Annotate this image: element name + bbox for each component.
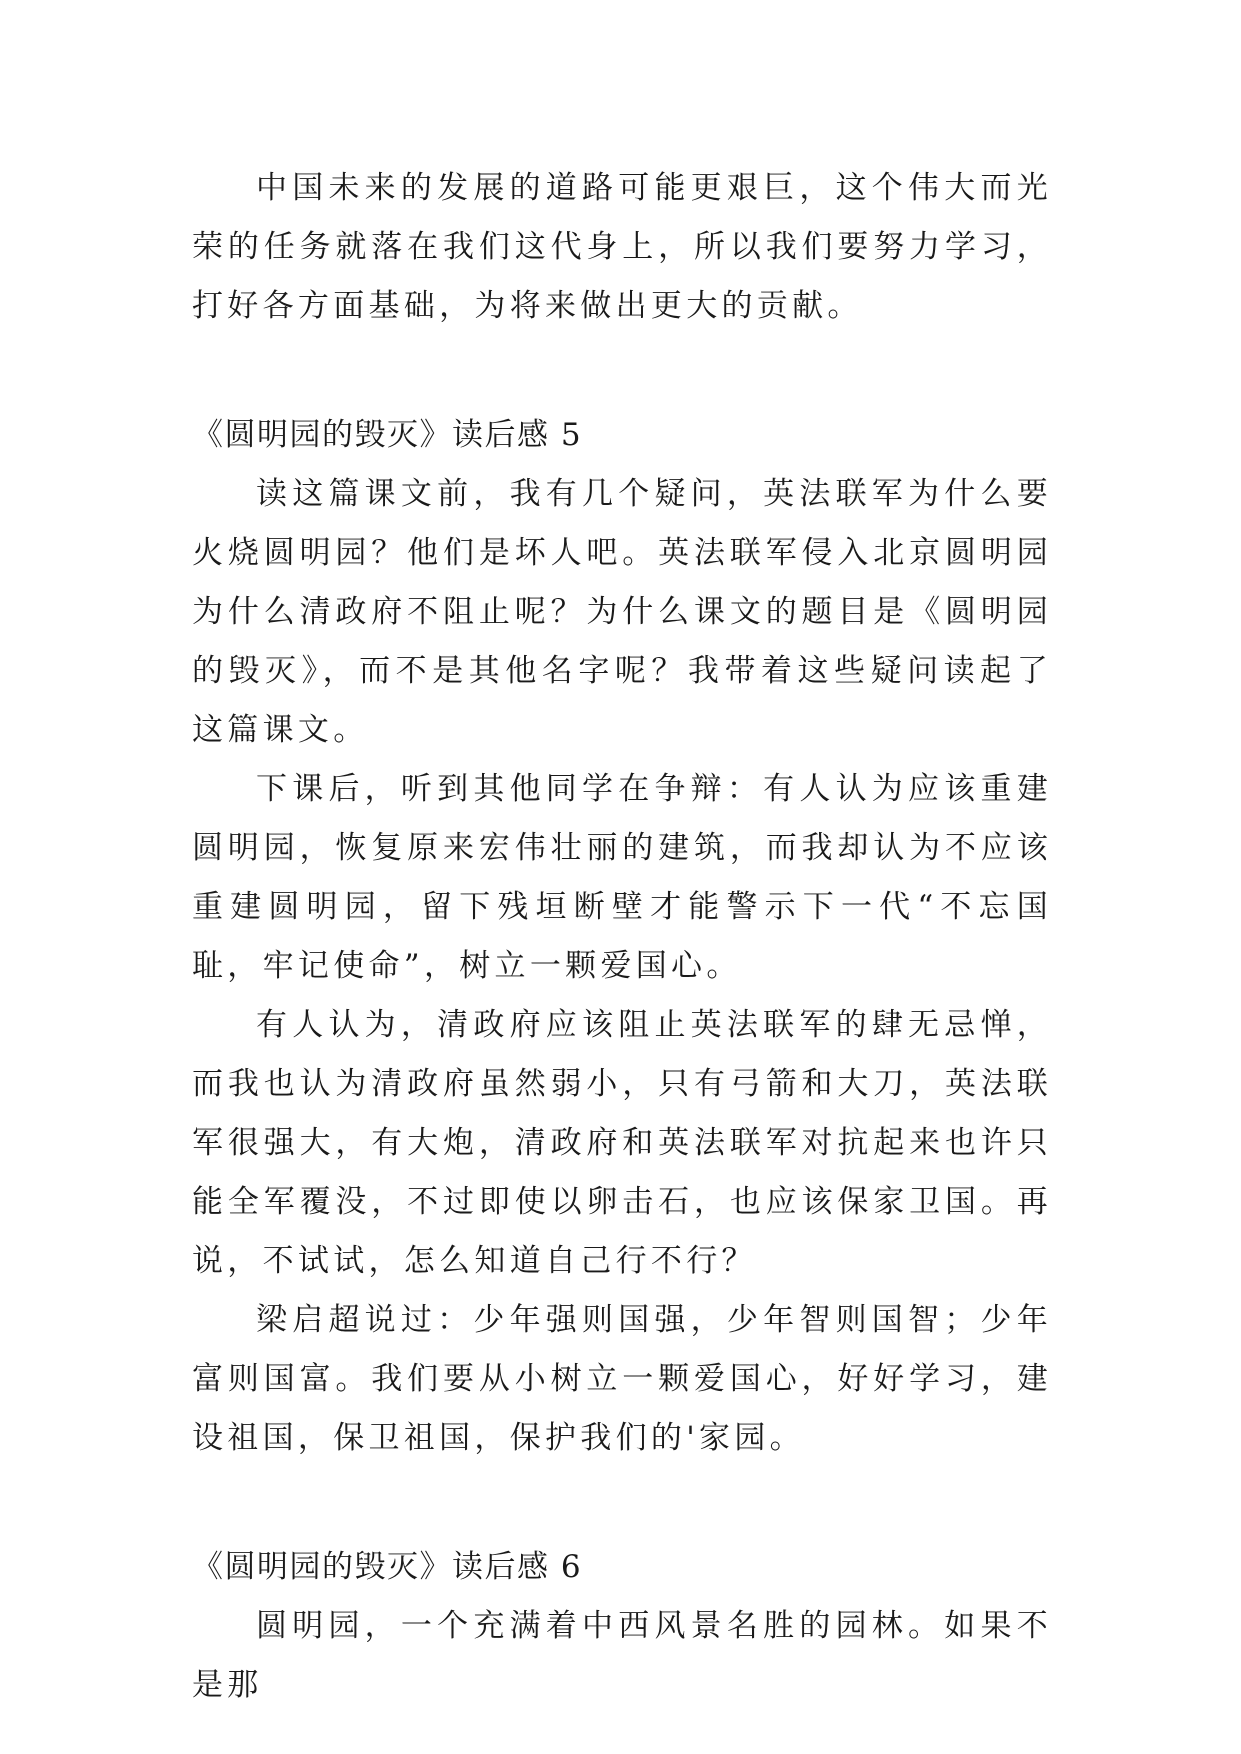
section-heading-5: 《圆明园的毁灭》读后感 5 xyxy=(192,417,583,453)
document-body xyxy=(192,160,1052,1715)
paragraph: 读这篇课文前，我有几个疑问，英法联军为什么要火烧圆明园？他们是坏人吧。英法联军侵入北京圆明园为什么清政府不阻止呢？为什么课文的题目是《圆明园的毁灭》，而不是其他名字呢？我带着这些疑问读起了这篇课文。 xyxy=(192,476,1052,748)
section-spacer xyxy=(192,336,1052,406)
paragraph: 有人认为，清政府应该阻止英法联军的肆无忌惮，而我也认为清政府虽然弱小，只有弓箭和大刀，英法联军很强大，有大炮，清政府和英法联军对抗起来也许只能全军覆没，不过即使以卵击石，也应该保家卫国。再说，不试试，怎么知道自己行不行？ xyxy=(192,1007,1052,1279)
paragraph-conclusion: 中国未来的发展的道路可能更艰巨，这个伟大而光荣的任务就落在我们这代身上，所以我们要努力学习，打好各方面基础，为将来做出更大的贡献。 xyxy=(192,170,1052,324)
paragraph: 下课后，听到其他同学在争辩：有人认为应该重建圆明园，恢复原来宏伟壮丽的建筑，而我却认为不应该重建圆明园，留下残垣断壁才能警示下一代“不忘国耻，牢记使命”，树立一颗爱国心。 xyxy=(192,771,1052,984)
section-spacer xyxy=(192,1468,1052,1538)
paragraph: 梁启超说过：少年强则国强，少年智则国智；少年富则国富。我们要从小树立一颗爱国心，好好学习，建设祖国，保卫祖国，保护我们的'家园。 xyxy=(192,1302,1052,1456)
paragraph: 圆明园，一个充满着中西风景名胜的园林。如果不是那 xyxy=(192,1608,1052,1703)
section-heading-6: 《圆明园的毁灭》读后感 6 xyxy=(192,1549,583,1585)
